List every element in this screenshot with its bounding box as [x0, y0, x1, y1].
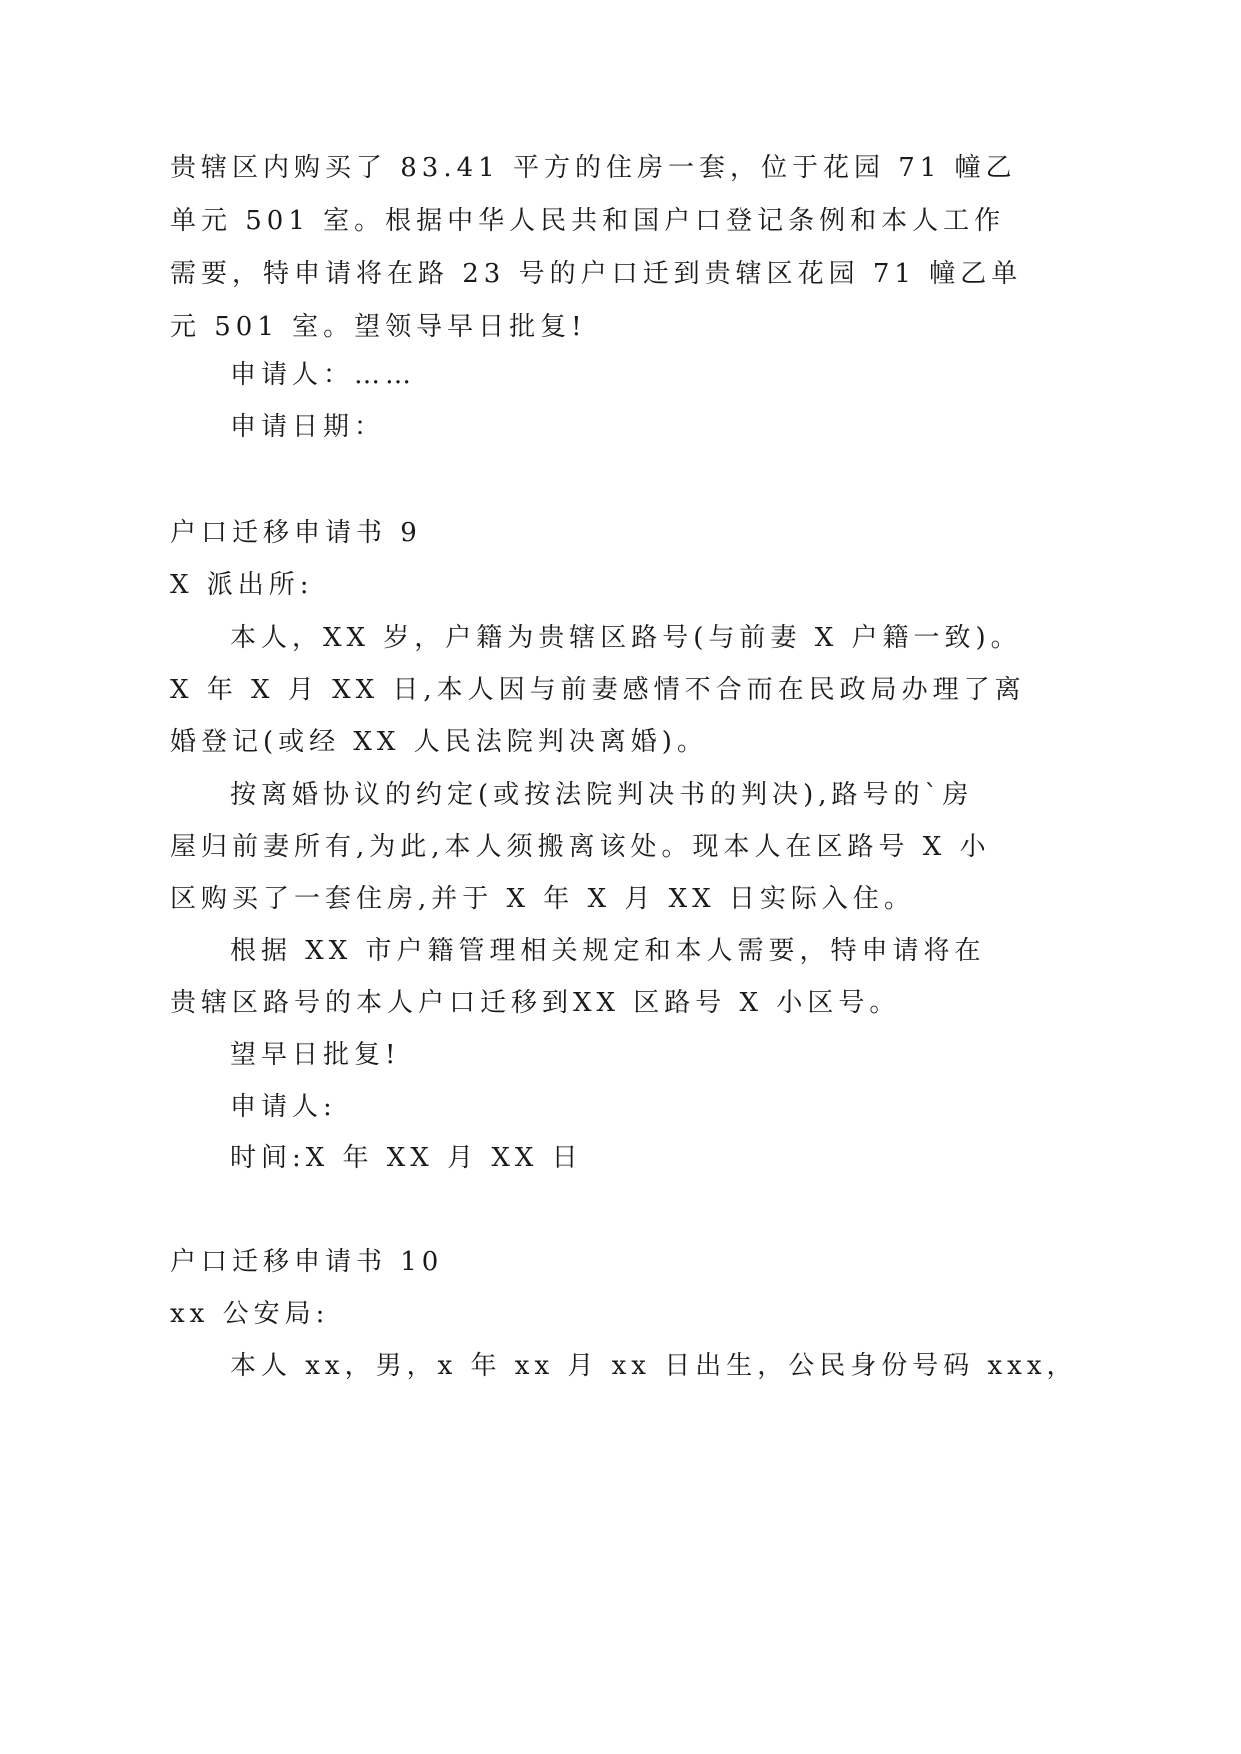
paragraph-line: 区购买了一套住房,并于 X 年 X 月 XX 日实际入住。 [170, 884, 915, 914]
paragraph-line: 单元 501 室。根据中华人民共和国户口登记条例和本人工作 [170, 206, 1006, 236]
paragraph-line: 望早日批复! [230, 1040, 401, 1070]
paragraph-line: 需要，特申请将在路 23 号的户口迁到贵辖区花园 71 幢乙单 [170, 259, 1023, 289]
paragraph-line: 婚登记(或经 XX 人民法院判决离婚)。 [170, 727, 708, 757]
applicant-line: 申请人：…… [230, 360, 417, 390]
addressee: xx 公安局: [170, 1299, 330, 1329]
paragraph-line: 屋归前妻所有,为此,本人须搬离该处。现本人在区路号 X 小 [170, 832, 991, 862]
paragraph-line: 元 501 室。望领导早日批复! [170, 312, 587, 342]
application-date-line: 申请日期： [230, 412, 386, 442]
application-date-line: 时间:X 年 XX 月 XX 日 [230, 1143, 583, 1173]
paragraph-line: 贵辖区内购买了 83.41 平方的住房一套，位于花园 71 幢乙 [170, 153, 1017, 183]
paragraph-line: 根据 XX 市户籍管理相关规定和本人需要，特申请将在 [230, 936, 986, 966]
addressee: X 派出所: [170, 570, 314, 600]
section-title: 户口迁移申请书 9 [170, 518, 422, 548]
paragraph-line: 本人 xx，男，x 年 xx 月 xx 日出生，公民身份号码 xxx， [230, 1351, 1078, 1381]
section-title: 户口迁移申请书 10 [170, 1247, 444, 1277]
paragraph-line: 按离婚协议的约定(或按法院判决书的判决),路号的`房 [230, 780, 974, 810]
paragraph-line: 贵辖区路号的本人户口迁移到XX 区路号 X 小区号。 [170, 988, 901, 1018]
applicant-line: 申请人: [230, 1092, 337, 1122]
paragraph-line: X 年 X 月 XX 日,本人因与前妻感情不合而在民政局办理了离 [170, 675, 1026, 705]
paragraph-line: 本人，XX 岁，户籍为贵辖区路号(与前妻 X 户籍一致)。 [230, 623, 1022, 653]
